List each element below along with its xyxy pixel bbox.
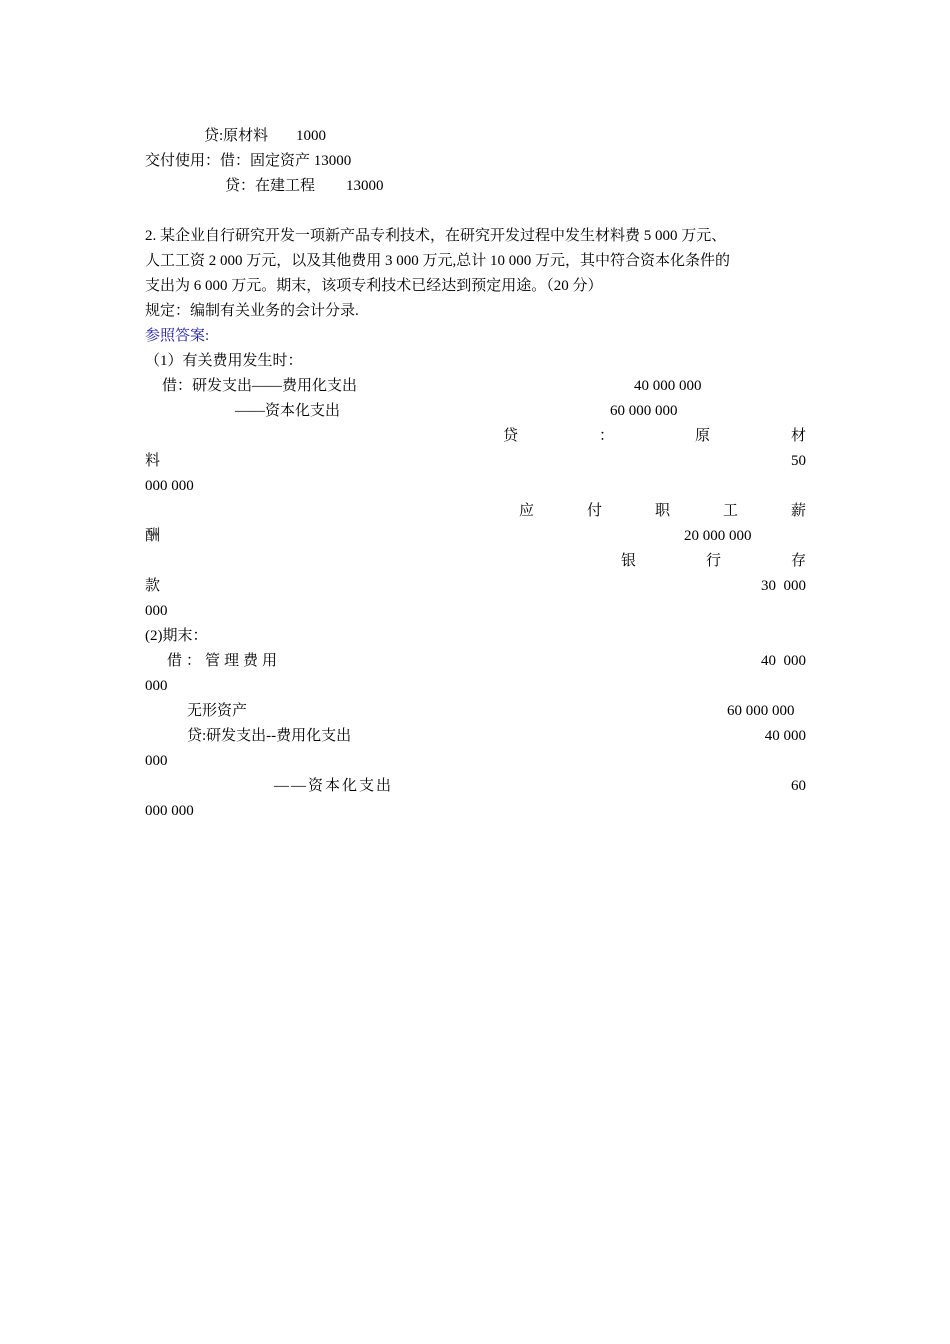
credit-capitalized-label: ——资本化支出 bbox=[274, 778, 394, 794]
credit-material-char-3: 原 bbox=[694, 428, 710, 444]
credit-material-tail: 料 bbox=[145, 453, 161, 469]
credit-expensed-label: 贷:研发支出--费用化支出 bbox=[187, 728, 352, 744]
debit-expensed-amount: 40 000 000 bbox=[634, 378, 702, 394]
bank-char-1: 银 bbox=[621, 553, 637, 569]
credit-material-char-4: 材 bbox=[790, 428, 806, 444]
debit-capitalized-label: ——资本化支出 bbox=[235, 403, 341, 419]
debit-admin-label: 借：管理费用 bbox=[167, 653, 282, 669]
credit-cip-label: 贷：在建工程 bbox=[225, 178, 316, 194]
bank-tail: 款 bbox=[145, 578, 161, 594]
payroll-tail: 酬 bbox=[145, 528, 161, 544]
delivery-entry: 交付使用：借：固定资产 13000 bbox=[145, 153, 352, 169]
bank-char-3: 存 bbox=[790, 553, 806, 569]
payroll-char-1: 应 bbox=[519, 503, 535, 519]
credit-capitalized-amount-a: 60 bbox=[791, 778, 806, 794]
part2-heading: (2)期末： bbox=[145, 628, 208, 644]
question-line-1: 2. 某企业自行研究开发一项新产品专利技术，在研究开发过程中发生材料费 5 000 万元、 bbox=[145, 228, 727, 244]
credit-cip-amount: 13000 bbox=[346, 178, 384, 194]
intangible-label: 无形资产 bbox=[187, 703, 248, 719]
credit-material-amount-a: 50 bbox=[791, 453, 806, 469]
bank-char-2: 行 bbox=[705, 553, 721, 569]
payroll-row bbox=[519, 501, 806, 521]
answer-heading: 参照答案: bbox=[145, 328, 210, 344]
requirement-line: 规定：编制有关业务的会计分录. bbox=[145, 303, 359, 319]
payroll-char-2: 付 bbox=[586, 503, 602, 519]
credit-expensed-amount-a: 40 000 bbox=[764, 728, 806, 744]
credit-capitalized-amount-b: 000 000 bbox=[145, 803, 194, 819]
bank-amount-a: 30 000 bbox=[761, 578, 806, 594]
payroll-char-5: 薪 bbox=[790, 503, 806, 519]
credit-material-row bbox=[503, 426, 806, 446]
bank-amount-b: 000 bbox=[145, 603, 168, 619]
bank-row bbox=[621, 551, 806, 571]
payroll-char-4: 工 bbox=[722, 503, 738, 519]
intangible-amount: 60 000 000 bbox=[727, 703, 795, 719]
credit-expensed-amount-b: 000 bbox=[145, 753, 168, 769]
debit-admin-amount-b: 000 bbox=[145, 678, 168, 694]
payroll-char-3: 职 bbox=[654, 503, 670, 519]
payroll-amount: 20 000 000 bbox=[684, 528, 752, 544]
debit-admin-amount-a: 40 000 bbox=[761, 653, 806, 669]
credit-material-amount: 1000 bbox=[296, 128, 326, 144]
credit-material-amount-b: 000 000 bbox=[145, 478, 194, 494]
credit-material-label: 贷:原材料 bbox=[204, 128, 269, 144]
debit-capitalized-amount: 60 000 000 bbox=[610, 403, 678, 419]
question-line-3: 支出为 6 000 万元。期末，该项专利技术已经达到预定用途。（20 分） bbox=[145, 278, 603, 294]
question-line-2: 人工工资 2 000 万元，以及其他费用 3 000 万元,总计 10 000 万元，其中符合资本化条件的 bbox=[145, 253, 731, 269]
debit-expensed-label: 借：研发支出——费用化支出 bbox=[162, 378, 358, 394]
credit-material-char-1: 贷 bbox=[503, 428, 519, 444]
part1-heading: （1）有关费用发生时： bbox=[145, 353, 303, 369]
credit-material-char-2: ： bbox=[598, 428, 614, 444]
